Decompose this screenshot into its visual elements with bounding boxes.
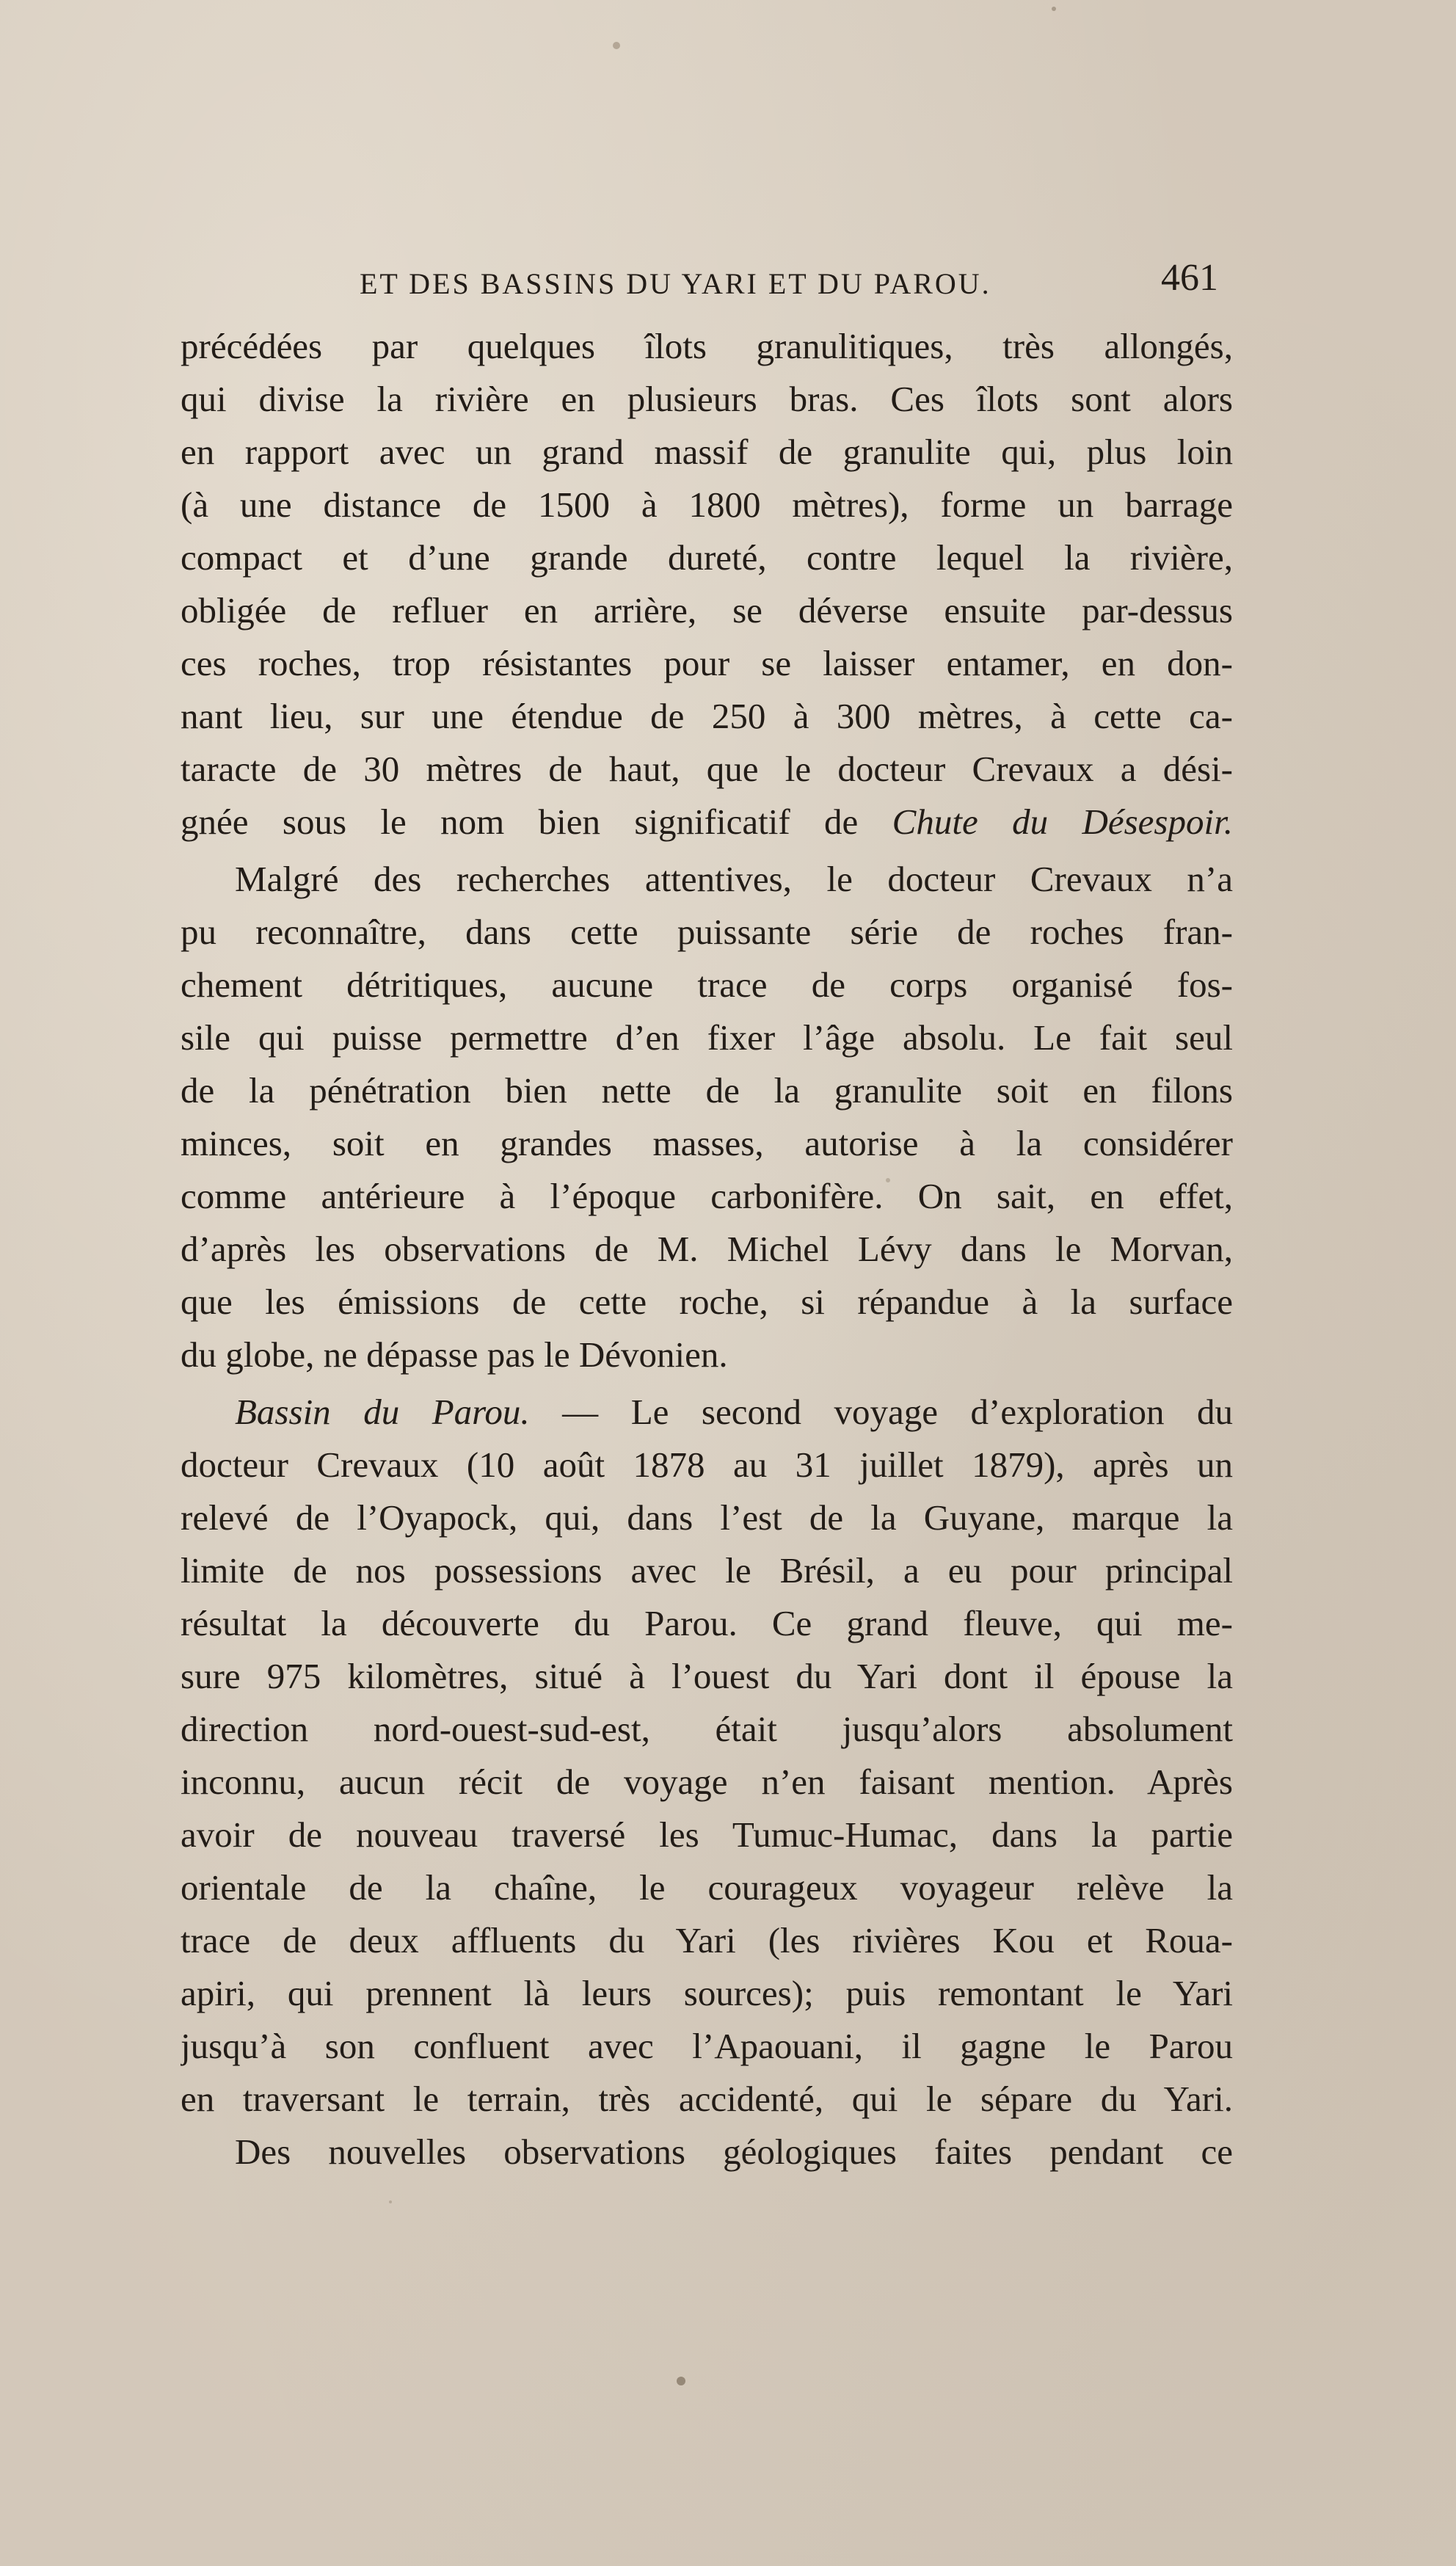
paragraph (181, 320, 1233, 848)
running-title: ET DES BASSINS DU YARI ET DU PAROU. (360, 267, 991, 300)
text-line: jusqu’à son confluent avec l’Apaouani, il gagne le Parou (181, 2026, 1233, 2066)
text-line: ces roches, trop résistantes pour se laisser entamer, en don- (181, 643, 1233, 683)
text-line: chement détritiques, aucune trace de corps organisé fos- (181, 964, 1233, 1005)
text-line: nant lieu, sur une étendue de 250 à 300 mètres, à cette ca- (181, 696, 1233, 736)
text-line: du globe, ne dépasse pas le Dévonien. (181, 1334, 728, 1375)
text-line: minces, soit en grandes masses, autorise à la considérer (181, 1123, 1233, 1163)
text-line: précédées par quelques îlots granulitiques, très allongés, (181, 326, 1233, 366)
body-text (181, 320, 1233, 2178)
text-line (181, 1386, 1233, 1439)
page-number: 461 (1161, 257, 1218, 299)
text-line: direction nord-ouest-sud-est, était jusqu’alors absolument (181, 1709, 1233, 1749)
text-line: de la pénétration bien nette de la granulite soit en filons (181, 1070, 1233, 1111)
text-line: d’après les observations de M. Michel Lévy dans le Morvan, (181, 1229, 1233, 1269)
text-line: sure 975 kilomètres, situé à l’ouest du Yari dont il épouse la (181, 1656, 1233, 1696)
paragraph (181, 2126, 1233, 2178)
text-line: qui divise la rivière en plusieurs bras. Ces îlots sont alors (181, 379, 1233, 419)
text-line: Malgré des recherches attentives, le docteur Crevaux n’a (235, 859, 1233, 899)
italic-phrase: Chute du Désespoir. (892, 802, 1233, 842)
text-line: compact et d’une grande dureté, contre lequel la rivière, (181, 537, 1233, 578)
text-line: avoir de nouveau traversé les Tumuc-Humac, dans la partie (181, 1814, 1233, 1855)
text-line: apiri, qui prennent là leurs sources); puis remontant le Yari (181, 1973, 1233, 2013)
text-line: que les émissions de cette roche, si répandue à la surface (181, 1282, 1233, 1322)
section-heading: Bassin du Parou. (235, 1392, 530, 1432)
text-line: pu reconnaître, dans cette puissante série de roches fran- (181, 912, 1233, 952)
text-line: limite de nos possessions avec le Brésil, a eu pour principal (181, 1550, 1233, 1591)
paragraph (181, 1386, 1233, 2126)
text-line: relevé de l’Oyapock, qui, dans l’est de la Guyane, marque la (181, 1497, 1233, 1538)
text-line: résultat la découverte du Parou. Ce grand fleuve, qui me- (181, 1603, 1233, 1643)
text-segment: gnée sous le nom bien significatif de (181, 802, 892, 842)
text-line: en rapport avec un grand massif de granulite qui, plus loin (181, 432, 1233, 472)
running-header (360, 258, 1218, 310)
text-segment: — Le second voyage d’exploration du (529, 1392, 1233, 1432)
text-line: Des nouvelles observations géologiques faites pendant ce (235, 2131, 1233, 2172)
text-line: taracte de 30 mètres de haut, que le docteur Crevaux a dési- (181, 749, 1233, 789)
text-line: inconnu, aucun récit de voyage n’en faisant mention. Après (181, 1762, 1233, 1802)
text-line (181, 796, 1233, 848)
text-line: docteur Crevaux (10 août 1878 au 31 juillet 1879), après un (181, 1444, 1233, 1485)
text-line: orientale de la chaîne, le courageux voyageur relève la (181, 1867, 1233, 1908)
text-line: comme antérieure à l’époque carbonifère. On sait, en effet, (181, 1176, 1233, 1216)
text-line: en traversant le terrain, très accidenté, qui le sépare du Yari. (181, 2079, 1233, 2119)
text-line: obligée de refluer en arrière, se déverse ensuite par-dessus (181, 590, 1233, 630)
paragraph (181, 853, 1233, 1381)
text-line: sile qui puisse permettre d’en fixer l’âge absolu. Le fait seul (181, 1017, 1233, 1058)
text-line: (à une distance de 1500 à 1800 mètres), forme un barrage (181, 484, 1233, 525)
text-line: trace de deux affluents du Yari (les rivières Kou et Roua- (181, 1920, 1233, 1960)
